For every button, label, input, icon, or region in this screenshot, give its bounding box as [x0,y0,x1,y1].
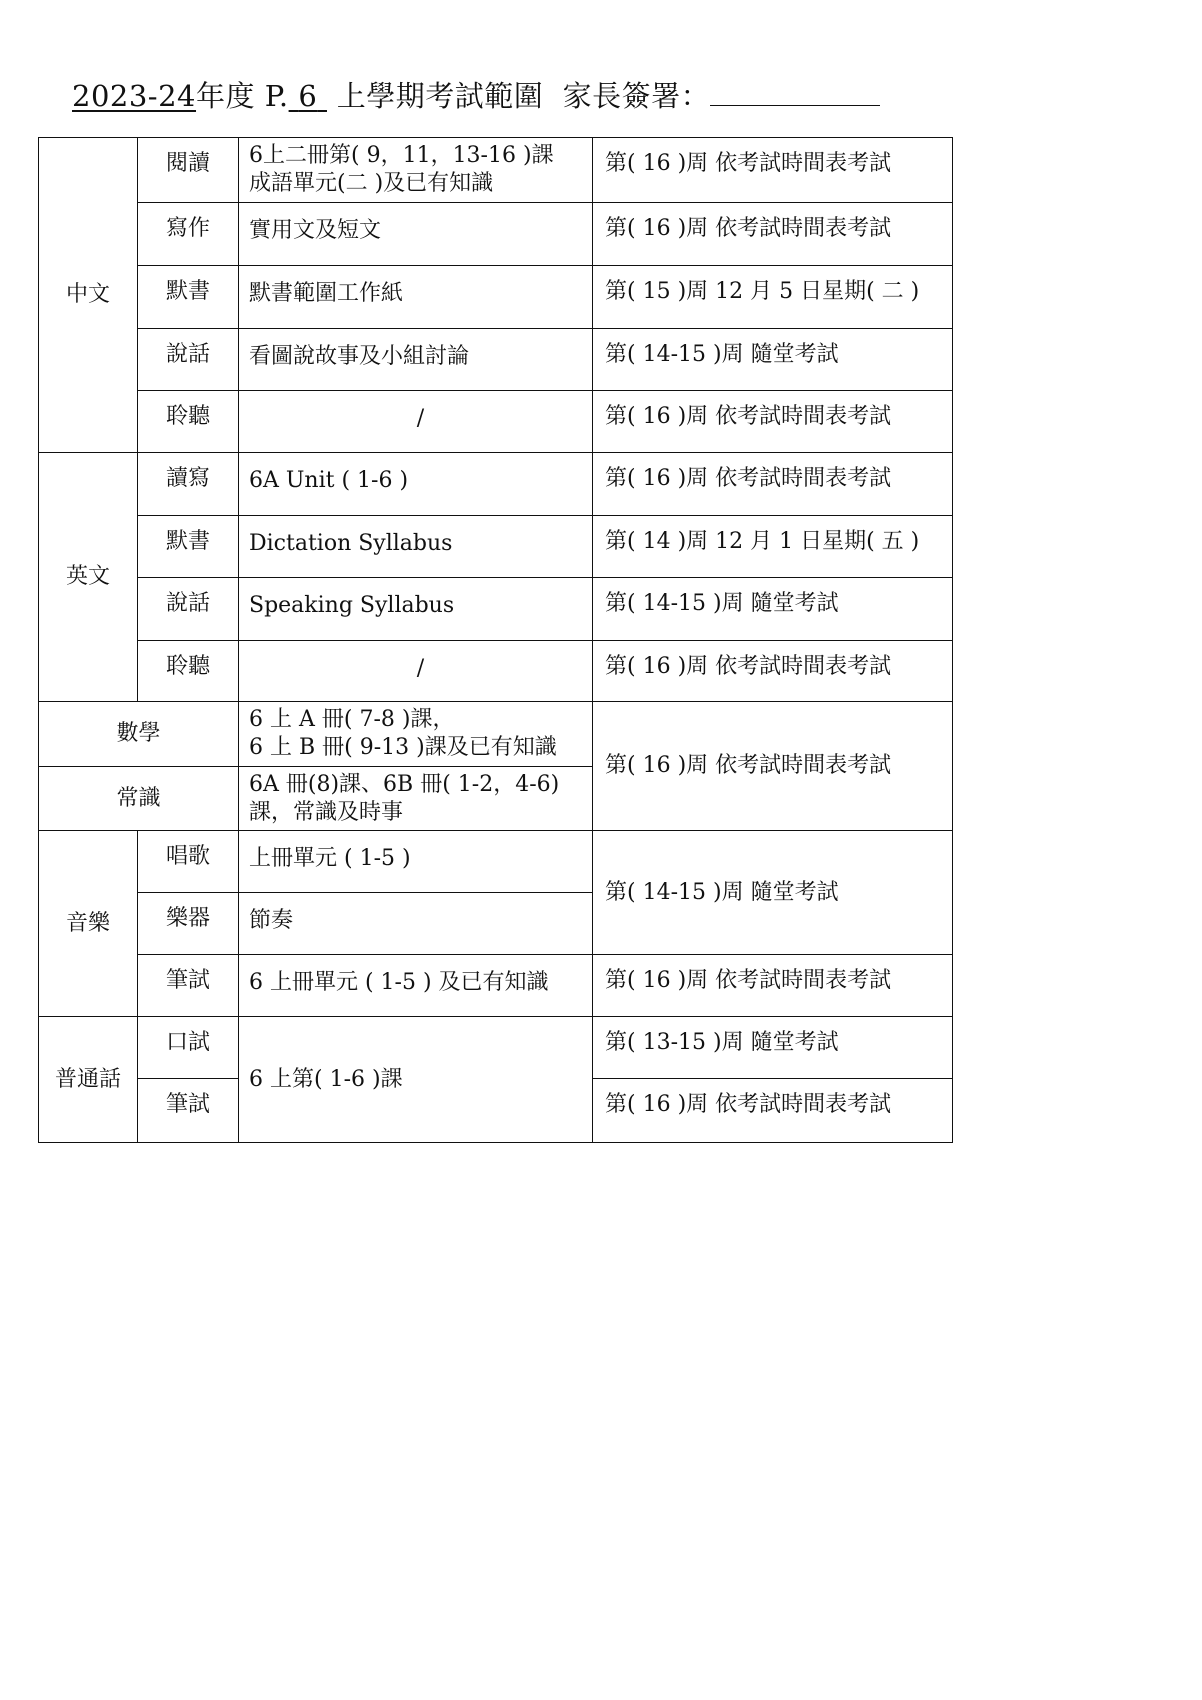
table-row [39,1017,953,1079]
schedule-cell: 第( 14-15 )周 隨堂考試 [593,831,953,955]
component-label: 默書 [138,266,239,329]
subject-english: 英文 [39,453,138,702]
table-row [39,329,953,391]
schedule-cell: 第( 16 )周 依考試時間表考試 [593,138,953,203]
content-cell: 6上二冊第( 9，11，13-16 )課 成語單元(二 )及已有知識 [239,138,593,203]
grade: 6 [298,79,318,113]
schedule-cell: 第( 16 )周 依考試時間表考試 [593,453,953,516]
content-cell: 6A Unit ( 1-6 ) [239,453,593,516]
content-cell: / [239,641,593,702]
exam-scope-table [38,137,953,1143]
content-cell: 看圖說故事及小組討論 [239,329,593,391]
content-cell: Dictation Syllabus [239,516,593,578]
table-row [39,955,953,1017]
component-label: 說話 [138,329,239,391]
component-label: 樂器 [138,893,239,955]
schedule-cell: 第( 16 )周 依考試時間表考試 [593,702,953,831]
component-label: 默書 [138,516,239,578]
content-cell: 默書範圍工作紙 [239,266,593,329]
school-year: 2023-24 [72,79,197,113]
table-row [39,138,953,203]
content-cell: 6 上第( 1-6 )課 [239,1017,593,1143]
schedule-cell: 第( 14-15 )周 隨堂考試 [593,578,953,641]
content-cell: 6A 冊(8)課、6B 冊( 1-2，4-6) 課，常識及時事 [239,767,593,831]
subject-general-studies: 常識 [39,767,239,831]
content-cell: 實用文及短文 [239,203,593,266]
schedule-cell: 第( 15 )周 12 月 5 日星期( 二 ) [593,266,953,329]
subject-math: 數學 [39,702,239,767]
table-row [39,641,953,702]
schedule-cell: 第( 14 )周 12 月 1 日星期( 五 ) [593,516,953,578]
content-cell: / [239,391,593,453]
content-cell: 上冊單元 ( 1-5 ) [239,831,593,893]
table-row [39,516,953,578]
component-label: 筆試 [138,1079,239,1143]
subject-music: 音樂 [39,831,138,1017]
schedule-cell: 第( 16 )周 依考試時間表考試 [593,641,953,702]
subject-chinese: 中文 [39,138,138,453]
table-row [39,453,953,516]
component-label: 說話 [138,578,239,641]
table-row [39,203,953,266]
content-cell: Speaking Syllabus [239,578,593,641]
schedule-cell: 第( 16 )周 依考試時間表考試 [593,391,953,453]
content-cell: 6 上冊單元 ( 1-5 ) 及已有知識 [239,955,593,1017]
component-label: 聆聽 [138,641,239,702]
component-label: 筆試 [138,955,239,1017]
page-title [72,74,880,115]
component-label: 讀寫 [138,453,239,516]
component-label: 聆聽 [138,391,239,453]
schedule-cell: 第( 13-15 )周 隨堂考試 [593,1017,953,1079]
term-title: 上學期考試範圍 [336,79,544,113]
content-cell: 6 上 A 冊( 7-8 )課， 6 上 B 冊( 9-13 )課及已有知識 [239,702,593,767]
signature-label: 家長簽署： [562,79,711,113]
component-label: 寫作 [138,203,239,266]
table-row [39,578,953,641]
signature-line[interactable] [710,79,880,106]
table-row [39,702,953,767]
content-cell: 節奏 [239,893,593,955]
subject-putonghua: 普通話 [39,1017,138,1143]
table-row [39,831,953,893]
schedule-cell: 第( 16 )周 依考試時間表考試 [593,1079,953,1143]
year-suffix: 年度 P. [196,79,289,113]
component-label: 閱讀 [138,138,239,203]
schedule-cell: 第( 14-15 )周 隨堂考試 [593,329,953,391]
table-row [39,266,953,329]
component-label: 唱歌 [138,831,239,893]
schedule-cell: 第( 16 )周 依考試時間表考試 [593,955,953,1017]
component-label: 口試 [138,1017,239,1079]
schedule-cell: 第( 16 )周 依考試時間表考試 [593,203,953,266]
table-row [39,391,953,453]
